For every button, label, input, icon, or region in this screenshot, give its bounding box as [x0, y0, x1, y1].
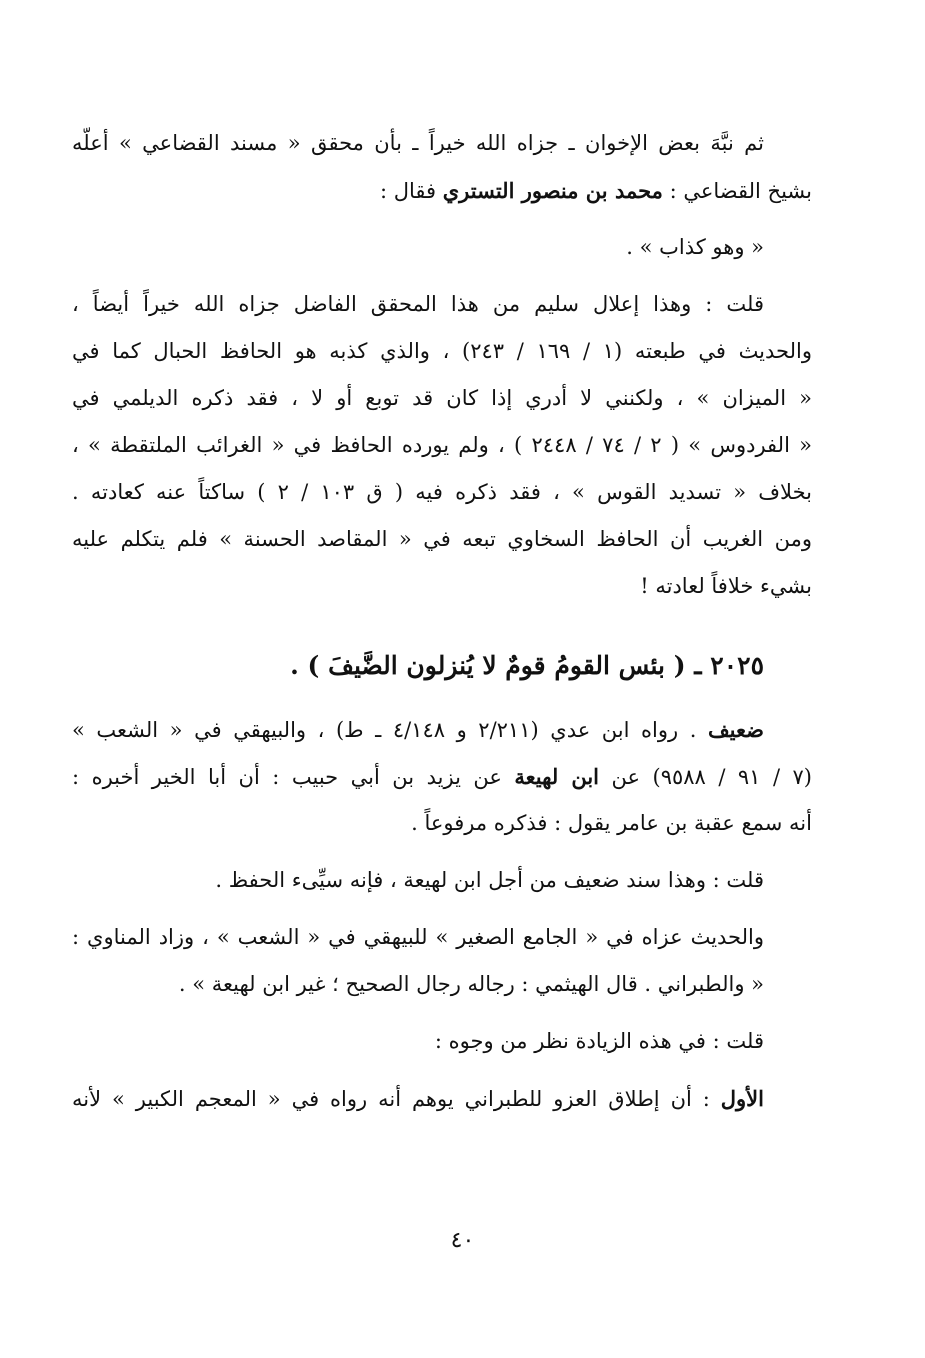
paragraph-2-line-5: بخلاف « تسديد القوس » ، فقد ذكره فيه ( ق ١٠٣ / ٢ ) ساكتاً عنه كعادته .	[72, 480, 812, 504]
paragraph-2-line-4: « الفردوس » ( ٢ / ٧٤ / ٢٤٤٨ ) ، ولم يورده الحافظ في « الغرائب الملتقطة » ،	[72, 433, 812, 457]
paragraph-3-line-1-post: . رواه ابن عدي (٢/٢١١ و ٤/١٤٨ ـ ط) ، والبيهقي في « الشعب »	[72, 718, 708, 742]
paragraph-2-line-2: والحديث في طبعته (١ / ١٦٩ / ٢٤٣) ، والذي كذبه هو الحافظ الحبال كما في	[72, 339, 812, 363]
paragraph-2-line-6: ومن الغريب أن الحافظ السخاوي تبعه في « المقاصد الحسنة » فلم يتكلم عليه	[72, 527, 812, 551]
paragraph-3-line-1	[72, 706, 812, 753]
paragraph-2-line-3: « الميزان » ، ولكنني لا أدري إذا كان قد توبع أو لا ، فقد ذكره الديلمي في	[72, 386, 812, 410]
paragraph-1-line-2-post: فقال :	[379, 179, 443, 203]
hadith-heading: ٢٠٢٥ ـ ( بئس القومُ قومٌ لا يُنزلون الضَّيفَ ) .	[290, 651, 764, 680]
paragraph-4-line-1: قلت : وهذا سند ضعيف من أجل ابن لهيعة ، فإنه سيِّىء الحفظ .	[215, 868, 764, 892]
paragraph-5-line-1: والحديث عزاه في « الجامع الصغير » للبيهقي في « الشعب » ، وزاد المناوي :	[72, 925, 764, 949]
paragraph-3-line-2	[72, 753, 812, 800]
paragraph-7-line-1	[72, 1075, 812, 1122]
paragraph-3-line-2-bold: ابن لهيعة	[514, 764, 600, 789]
paragraph-1-line-2-bold: محمد بن منصور التستري	[442, 178, 663, 203]
paragraph-1-line-2-pre: بشيخ القضاعي :	[662, 179, 812, 203]
paragraph-3-line-2-post: عن يزيد بن أبي حبيب : أن أبا الخير أخبره :	[72, 765, 515, 789]
spacer	[72, 1008, 812, 1018]
spacer	[72, 1065, 812, 1075]
spacer	[72, 610, 812, 636]
spacer	[72, 271, 812, 281]
paragraph-2-line-7: بشيء خلافاً لعادته !	[640, 574, 812, 598]
paragraph-7-line-1-post: : أن إطلاق العزو للطبراني يوهم أنه رواه في « المعجم الكبير » لأنه	[72, 1087, 721, 1111]
paragraph-7-line-1-bold: الأول	[720, 1086, 764, 1111]
paragraph-1-line-2	[72, 167, 812, 214]
spacer	[72, 214, 812, 224]
spacer	[72, 904, 812, 914]
page-body	[72, 120, 812, 1122]
paragraph-6-line-1: قلت : في هذه الزيادة نظر من وجوه :	[434, 1029, 764, 1053]
paragraph-1-line-3: « وهو كذاب » .	[626, 235, 764, 259]
paragraph-5-line-2: « والطبراني . قال الهيثمي : رجاله رجال الصحيح ؛ غير ابن لهيعة » .	[178, 972, 764, 996]
spacer	[72, 847, 812, 857]
page-number: ٤٠	[450, 1228, 475, 1253]
paragraph-3-line-3: أنه سمع عقبة بن عامر يقول : فذكره مرفوعاً .	[411, 811, 812, 835]
spacer	[72, 696, 812, 706]
paragraph-1-line-1: ثم نبَّهَ بعض الإخوان ـ جزاه الله خيراً ـ بأن محقق « مسند القضاعي » أعلّه	[72, 131, 764, 155]
paragraph-2-line-1: قلت : وهذا إعلال سليم من هذا المحقق الفاضل جزاه الله خيراً أيضاً ،	[72, 292, 764, 316]
paragraph-3-line-2-pre: (٧ / ٩١ / ٩٥٨٨) عن	[599, 765, 812, 789]
paragraph-3-line-1-bold: ضعيف	[707, 717, 764, 742]
